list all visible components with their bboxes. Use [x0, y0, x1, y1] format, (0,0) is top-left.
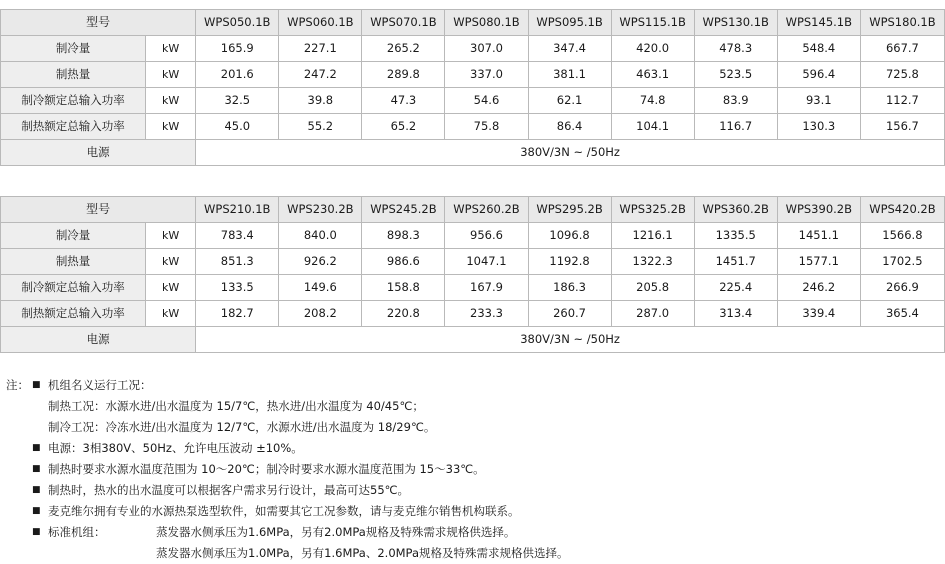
note-std-label: 标准机组： [48, 525, 106, 539]
note-sub-label: 制热工况： [48, 399, 106, 413]
note-text: 制热时，热水的出水温度可以根据客户需求另行设计，最高可达55℃。 [48, 483, 410, 497]
cell-value: 1566.8 [860, 223, 944, 249]
cell-value: 130.3 [777, 114, 860, 140]
table-row-header [1, 197, 945, 223]
square-bullet-icon: ■ [32, 527, 41, 537]
cell-value: 158.8 [362, 275, 445, 301]
square-bullet-icon: ■ [32, 380, 41, 390]
cell-value: 1322.3 [611, 249, 694, 275]
cell-value: 62.1 [528, 88, 611, 114]
row-label: 制冷量 [1, 36, 146, 62]
model-name: WPS245.2B [362, 197, 445, 223]
cell-value: 149.6 [279, 275, 362, 301]
row-unit: kW [146, 36, 196, 62]
cell-value: 133.5 [196, 275, 279, 301]
cell-value: 289.8 [362, 62, 445, 88]
notes-section [0, 375, 945, 564]
cell-value: 596.4 [777, 62, 860, 88]
cell-value: 478.3 [694, 36, 777, 62]
model-name: WPS180.1B [860, 10, 944, 36]
table-row [1, 88, 945, 114]
cell-value: 156.7 [860, 114, 944, 140]
note-subitem [48, 396, 945, 417]
note-text [48, 522, 945, 543]
power-value: 380V/3N ~ /50Hz [196, 327, 945, 353]
table-row-header [1, 10, 945, 36]
note-text: 麦克维尔拥有专业的水源热泵选型软件，如需要其它工况参数，请与麦克维尔销售机构联系。 [48, 504, 520, 518]
cell-value: 45.0 [196, 114, 279, 140]
model-name: WPS260.2B [445, 197, 528, 223]
cell-value: 32.5 [196, 88, 279, 114]
cell-value: 1451.7 [694, 249, 777, 275]
power-label: 电源 [1, 140, 196, 166]
note-sub-label: 制冷工况： [48, 420, 106, 434]
cell-value: 65.2 [362, 114, 445, 140]
square-bullet-icon: ■ [32, 464, 41, 474]
cell-value: 247.2 [279, 62, 362, 88]
table-row [1, 36, 945, 62]
cell-value: 339.4 [777, 301, 860, 327]
note-item [6, 480, 945, 501]
row-label: 制冷额定总输入功率 [1, 275, 146, 301]
cell-value: 1216.1 [611, 223, 694, 249]
cell-value: 420.0 [611, 36, 694, 62]
square-bullet-icon: ■ [32, 506, 41, 516]
cell-value: 182.7 [196, 301, 279, 327]
cell-value: 287.0 [611, 301, 694, 327]
note-item [6, 459, 945, 480]
cell-value: 667.7 [860, 36, 944, 62]
cell-value: 840.0 [279, 223, 362, 249]
model-header-label: 型号 [1, 10, 196, 36]
note-item [6, 501, 945, 522]
table-row [1, 114, 945, 140]
cell-value: 54.6 [445, 88, 528, 114]
cell-value: 1702.5 [860, 249, 944, 275]
row-unit: kW [146, 301, 196, 327]
row-unit: kW [146, 249, 196, 275]
note-sub-text: 冷冻水进/出水温度为 12/7℃，水源水进/出水温度为 18/29℃。 [105, 420, 436, 434]
cell-value: 83.9 [694, 88, 777, 114]
spec-table-1 [0, 9, 945, 166]
cell-value: 548.4 [777, 36, 860, 62]
row-unit: kW [146, 275, 196, 301]
row-unit: kW [146, 62, 196, 88]
cell-value: 381.1 [528, 62, 611, 88]
model-name: WPS070.1B [362, 10, 445, 36]
row-label: 制热量 [1, 249, 146, 275]
note-std-line: 蒸发器水侧承压为1.6MPa，另有2.0MPa规格及特殊需求规格供选择。 [156, 525, 516, 539]
cell-value: 956.6 [445, 223, 528, 249]
table-row-power [1, 327, 945, 353]
cell-value: 1451.1 [777, 223, 860, 249]
cell-value: 86.4 [528, 114, 611, 140]
model-name: WPS130.1B [694, 10, 777, 36]
model-name: WPS095.1B [528, 10, 611, 36]
note-std-line: 蒸发器水侧承压为1.0MPa，另有1.6MPa、2.0MPa规格及特殊需求规格供选择。 [156, 546, 569, 560]
cell-value: 186.3 [528, 275, 611, 301]
cell-value: 74.8 [611, 88, 694, 114]
cell-value: 307.0 [445, 36, 528, 62]
row-unit: kW [146, 88, 196, 114]
table-spacer [0, 166, 945, 196]
model-name: WPS230.2B [279, 197, 362, 223]
cell-value: 220.8 [362, 301, 445, 327]
cell-value: 898.3 [362, 223, 445, 249]
model-name: WPS050.1B [196, 10, 279, 36]
table-row [1, 301, 945, 327]
cell-value: 260.7 [528, 301, 611, 327]
model-name: WPS420.2B [860, 197, 944, 223]
table-row [1, 249, 945, 275]
table-row-power [1, 140, 945, 166]
cell-value: 1192.8 [528, 249, 611, 275]
cell-value: 783.4 [196, 223, 279, 249]
model-name: WPS115.1B [611, 10, 694, 36]
note-item [6, 438, 945, 459]
cell-value: 1577.1 [777, 249, 860, 275]
cell-value: 55.2 [279, 114, 362, 140]
table-row [1, 62, 945, 88]
model-name: WPS060.1B [279, 10, 362, 36]
row-unit: kW [146, 223, 196, 249]
cell-value: 1096.8 [528, 223, 611, 249]
cell-value: 725.8 [860, 62, 944, 88]
model-name: WPS295.2B [528, 197, 611, 223]
note-item [6, 375, 945, 396]
row-label: 制热额定总输入功率 [1, 301, 146, 327]
row-label: 制热量 [1, 62, 146, 88]
cell-value: 337.0 [445, 62, 528, 88]
table-row [1, 223, 945, 249]
cell-value: 104.1 [611, 114, 694, 140]
cell-value: 208.2 [279, 301, 362, 327]
cell-value: 246.2 [777, 275, 860, 301]
note-text: 机组名义运行工况： [48, 378, 152, 392]
cell-value: 112.7 [860, 88, 944, 114]
square-bullet-icon: ■ [32, 485, 41, 495]
row-unit: kW [146, 114, 196, 140]
note-subitem [48, 417, 945, 438]
notes-prefix: 注： [6, 378, 29, 392]
row-label: 制热额定总输入功率 [1, 114, 146, 140]
power-value: 380V/3N ~ /50Hz [196, 140, 945, 166]
spec-table-2 [0, 196, 945, 353]
note-item [6, 522, 945, 543]
cell-value: 165.9 [196, 36, 279, 62]
cell-value: 463.1 [611, 62, 694, 88]
cell-value: 225.4 [694, 275, 777, 301]
note-sub-text: 水源水进/出水温度为 15/7℃，热水进/出水温度为 40/45℃； [105, 399, 424, 413]
model-header-label: 型号 [1, 197, 196, 223]
cell-value: 266.9 [860, 275, 944, 301]
cell-value: 205.8 [611, 275, 694, 301]
cell-value: 227.1 [279, 36, 362, 62]
cell-value: 1335.5 [694, 223, 777, 249]
cell-value: 47.3 [362, 88, 445, 114]
cell-value: 93.1 [777, 88, 860, 114]
model-name: WPS145.1B [777, 10, 860, 36]
cell-value: 201.6 [196, 62, 279, 88]
top-spacer [0, 0, 945, 9]
power-label: 电源 [1, 327, 196, 353]
model-name: WPS325.2B [611, 197, 694, 223]
cell-value: 75.8 [445, 114, 528, 140]
model-name: WPS210.1B [196, 197, 279, 223]
cell-value: 347.4 [528, 36, 611, 62]
cell-value: 39.8 [279, 88, 362, 114]
cell-value: 926.2 [279, 249, 362, 275]
cell-value: 233.3 [445, 301, 528, 327]
cell-value: 523.5 [694, 62, 777, 88]
square-bullet-icon: ■ [32, 443, 41, 453]
table-row [1, 275, 945, 301]
row-label: 制冷额定总输入功率 [1, 88, 146, 114]
model-name: WPS080.1B [445, 10, 528, 36]
cell-value: 851.3 [196, 249, 279, 275]
model-name: WPS390.2B [777, 197, 860, 223]
row-label: 制冷量 [1, 223, 146, 249]
cell-value: 265.2 [362, 36, 445, 62]
cell-value: 365.4 [860, 301, 944, 327]
cell-value: 986.6 [362, 249, 445, 275]
cell-value: 167.9 [445, 275, 528, 301]
note-text: 制热时要求水源水温度范围为 10～20℃；制冷时要求水源水温度范围为 15～33℃。 [48, 462, 485, 476]
note-text: 电源：3相380V、50Hz、允许电压波动 ±10%。 [48, 441, 303, 455]
cell-value: 1047.1 [445, 249, 528, 275]
cell-value: 116.7 [694, 114, 777, 140]
model-name: WPS360.2B [694, 197, 777, 223]
cell-value: 313.4 [694, 301, 777, 327]
